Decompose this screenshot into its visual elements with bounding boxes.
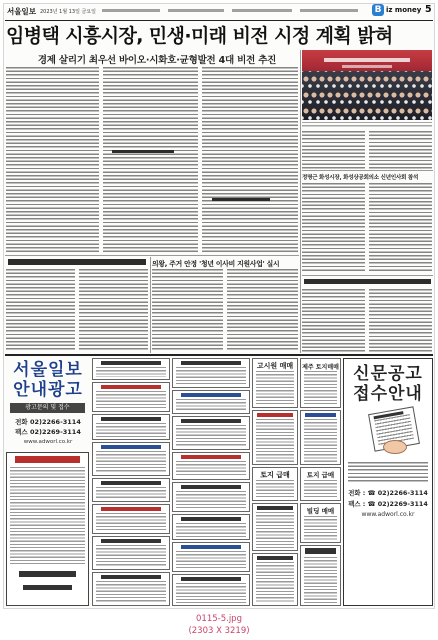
classified-ad-box: [252, 410, 298, 465]
ad-headline: [181, 485, 242, 489]
notice-ad-title: 신문공고: [353, 364, 423, 384]
event-group-photo: [302, 50, 432, 120]
article-headline: [8, 259, 146, 265]
ad-body-text: [304, 419, 337, 462]
ad-body-text: [96, 367, 166, 377]
lead-headline: 임병택 시흥시장, 민생·미래 비전 시정 계획 밝혀: [6, 25, 393, 47]
classified-ad-box: [252, 503, 298, 551]
header-info-text: [300, 9, 358, 12]
notice-ad-title: 접수안내: [353, 384, 423, 404]
classified-ad-box: [172, 482, 250, 512]
article-body-text: [227, 269, 298, 352]
header-rule: [5, 20, 433, 21]
classified-ad-box: [172, 358, 250, 388]
classified-ad-box: [92, 478, 170, 502]
section-rule: [302, 170, 433, 171]
classified-ad-box: [172, 390, 250, 414]
classified-ad-box: [92, 382, 170, 412]
article-body-text: [6, 269, 75, 352]
ad-body-text: [96, 487, 166, 499]
ad-body-text: [256, 371, 294, 405]
ad-price: [19, 571, 76, 577]
ads-rule: [5, 354, 433, 356]
ad-body-text: [256, 419, 294, 462]
classified-ad-jeju-land: [300, 358, 341, 408]
ad-body-text: [256, 512, 294, 548]
lead-subheadline: 경제 살리기 최우선 바이오·시화호·균형발전 4대 비전 추진: [37, 55, 277, 66]
ad-title: 제주 토지매매: [302, 364, 339, 371]
ad-body-text: [176, 461, 246, 477]
classified-ad-box: [252, 553, 298, 606]
classified-ad-box: [92, 572, 170, 606]
section-logo-text: iz money: [386, 5, 422, 14]
section-logo-icon: B: [372, 4, 384, 16]
house-ad-title: 안내광고: [13, 380, 83, 400]
ad-body-text: [256, 480, 294, 498]
ad-headline: [181, 577, 242, 581]
ad-headline: [101, 507, 162, 511]
ad-headline: [15, 456, 80, 463]
classified-ad-box: [92, 414, 170, 440]
section-rule: [5, 255, 299, 256]
classified-ad-land: [300, 467, 341, 501]
ad-headline: [181, 361, 242, 365]
ad-headline: [101, 539, 162, 543]
ad-headline: [101, 417, 162, 421]
photo-caption-text: [302, 122, 432, 128]
classified-ad-gosiwon: [252, 358, 298, 408]
article-body-text: [302, 131, 365, 170]
ad-body-text: [176, 491, 246, 509]
section-rule: [302, 275, 433, 276]
ad-body-text: [176, 399, 246, 411]
ad-body-text: [96, 581, 166, 603]
article-body-text: [369, 183, 432, 273]
house-ad-fax: 팩스 02)2269-3114: [15, 428, 81, 436]
ad-body-text: [176, 523, 246, 537]
article-headline: [304, 279, 431, 284]
ad-headline: [257, 413, 292, 417]
ad-title: 고시원 매매: [256, 362, 294, 370]
ad-headline: [257, 506, 292, 510]
house-ad-phone: 전화 02)2266-3114: [15, 418, 81, 426]
classified-ad-box: [172, 452, 250, 480]
classified-ad-building: [300, 503, 341, 543]
house-ad-label: 광고문의 및 접수: [10, 403, 85, 413]
ad-headline: [181, 393, 242, 397]
ad-body-text: [304, 557, 337, 603]
ad-body-text: [304, 516, 337, 540]
ad-headline: [305, 548, 336, 554]
classified-ad-box: [172, 416, 250, 450]
article-body-text: [302, 289, 365, 352]
ad-title: 토지 급매: [260, 471, 290, 479]
classified-ad-box: [300, 410, 341, 465]
ad-headline: [181, 419, 242, 423]
ad-body-text: [96, 513, 166, 531]
header-info-text: [168, 9, 224, 12]
page-number: 5: [425, 4, 432, 15]
ad-body-text: [304, 480, 337, 498]
ad-headline: [305, 413, 336, 417]
column-rule: [300, 50, 301, 353]
ad-body-text: [96, 391, 166, 409]
article-body-text: [6, 67, 99, 254]
article-inline-subhead: [212, 198, 270, 201]
article-body-text: [152, 269, 223, 352]
ad-headline: [101, 361, 162, 365]
article-body-text: [302, 183, 365, 273]
classified-ad-box: [300, 545, 341, 606]
classified-ad-box: [6, 452, 89, 606]
hand-icon: [383, 440, 407, 454]
classified-ad-box: [92, 536, 170, 570]
classified-ad-box: [92, 504, 170, 534]
ad-body-text: [96, 423, 166, 437]
notice-ad-categories: [348, 462, 428, 482]
notice-ad-phone: 전화 : ☎ 02)2266-3114: [348, 489, 428, 497]
ad-body-text: [176, 367, 246, 385]
ad-phone: [23, 585, 72, 590]
notice-ad-website: www.adworl.co.kr: [361, 511, 415, 518]
article-body-text: [79, 269, 148, 352]
banner-lettering: [342, 65, 392, 68]
side-headline: 정명근 화성시장, 화성상공회의소 신년인사회 참석: [302, 175, 419, 181]
ad-body-text: [10, 467, 85, 565]
notice-ad-fax: 팩스 : ☎ 02)2269-3114: [348, 500, 428, 508]
ad-body-text: [96, 545, 166, 567]
classified-ad-box: [92, 358, 170, 380]
banner-lettering: [324, 58, 410, 62]
ad-body-text: [256, 562, 294, 603]
classified-ad-box: [172, 574, 250, 606]
house-ad-website: www.adworl.co.kr: [23, 439, 73, 445]
article-body-text: [369, 131, 432, 170]
article-body-text: [369, 289, 432, 352]
classified-ad-box: [172, 514, 250, 540]
file-size-caption: (2303 X 3219): [188, 626, 250, 636]
ad-body-text: [176, 583, 246, 603]
ad-headline: [181, 517, 242, 521]
lower-headline: 의왕, 주거 안정 '청년 이사비 지원사업' 실시: [152, 260, 280, 268]
ad-headline: [101, 445, 162, 449]
article-inline-subhead: [112, 150, 174, 153]
header-info-text: [232, 9, 292, 12]
ad-headline: [101, 575, 162, 579]
ad-headline: [101, 481, 162, 485]
masthead: 서울일보: [7, 7, 36, 16]
column-rule: [150, 257, 151, 353]
ad-title: 토지 급매: [306, 471, 335, 479]
issue-date: 2023년 1월 13일 금요일: [40, 8, 97, 15]
ad-body-text: [176, 425, 246, 447]
ad-body-text: [176, 551, 246, 569]
header-info-text: [102, 9, 160, 12]
ad-headline: [181, 455, 242, 459]
ad-headline: [101, 385, 162, 389]
photo-crowd: [302, 71, 432, 120]
classified-ad-box: [92, 442, 170, 476]
ad-headline: [257, 556, 292, 560]
article-body-text: [103, 67, 198, 254]
file-name-caption: 0115-5.jpg: [196, 614, 242, 624]
house-ad-title: 서울일보: [13, 360, 83, 380]
article-body-text: [202, 67, 298, 254]
ad-body-text: [304, 371, 337, 405]
ad-title: 빌딩 매매: [306, 507, 335, 515]
classified-ad-land: [252, 467, 298, 501]
ad-body-text: [96, 451, 166, 473]
classified-ad-box: [172, 542, 250, 572]
ad-headline: [181, 545, 242, 549]
